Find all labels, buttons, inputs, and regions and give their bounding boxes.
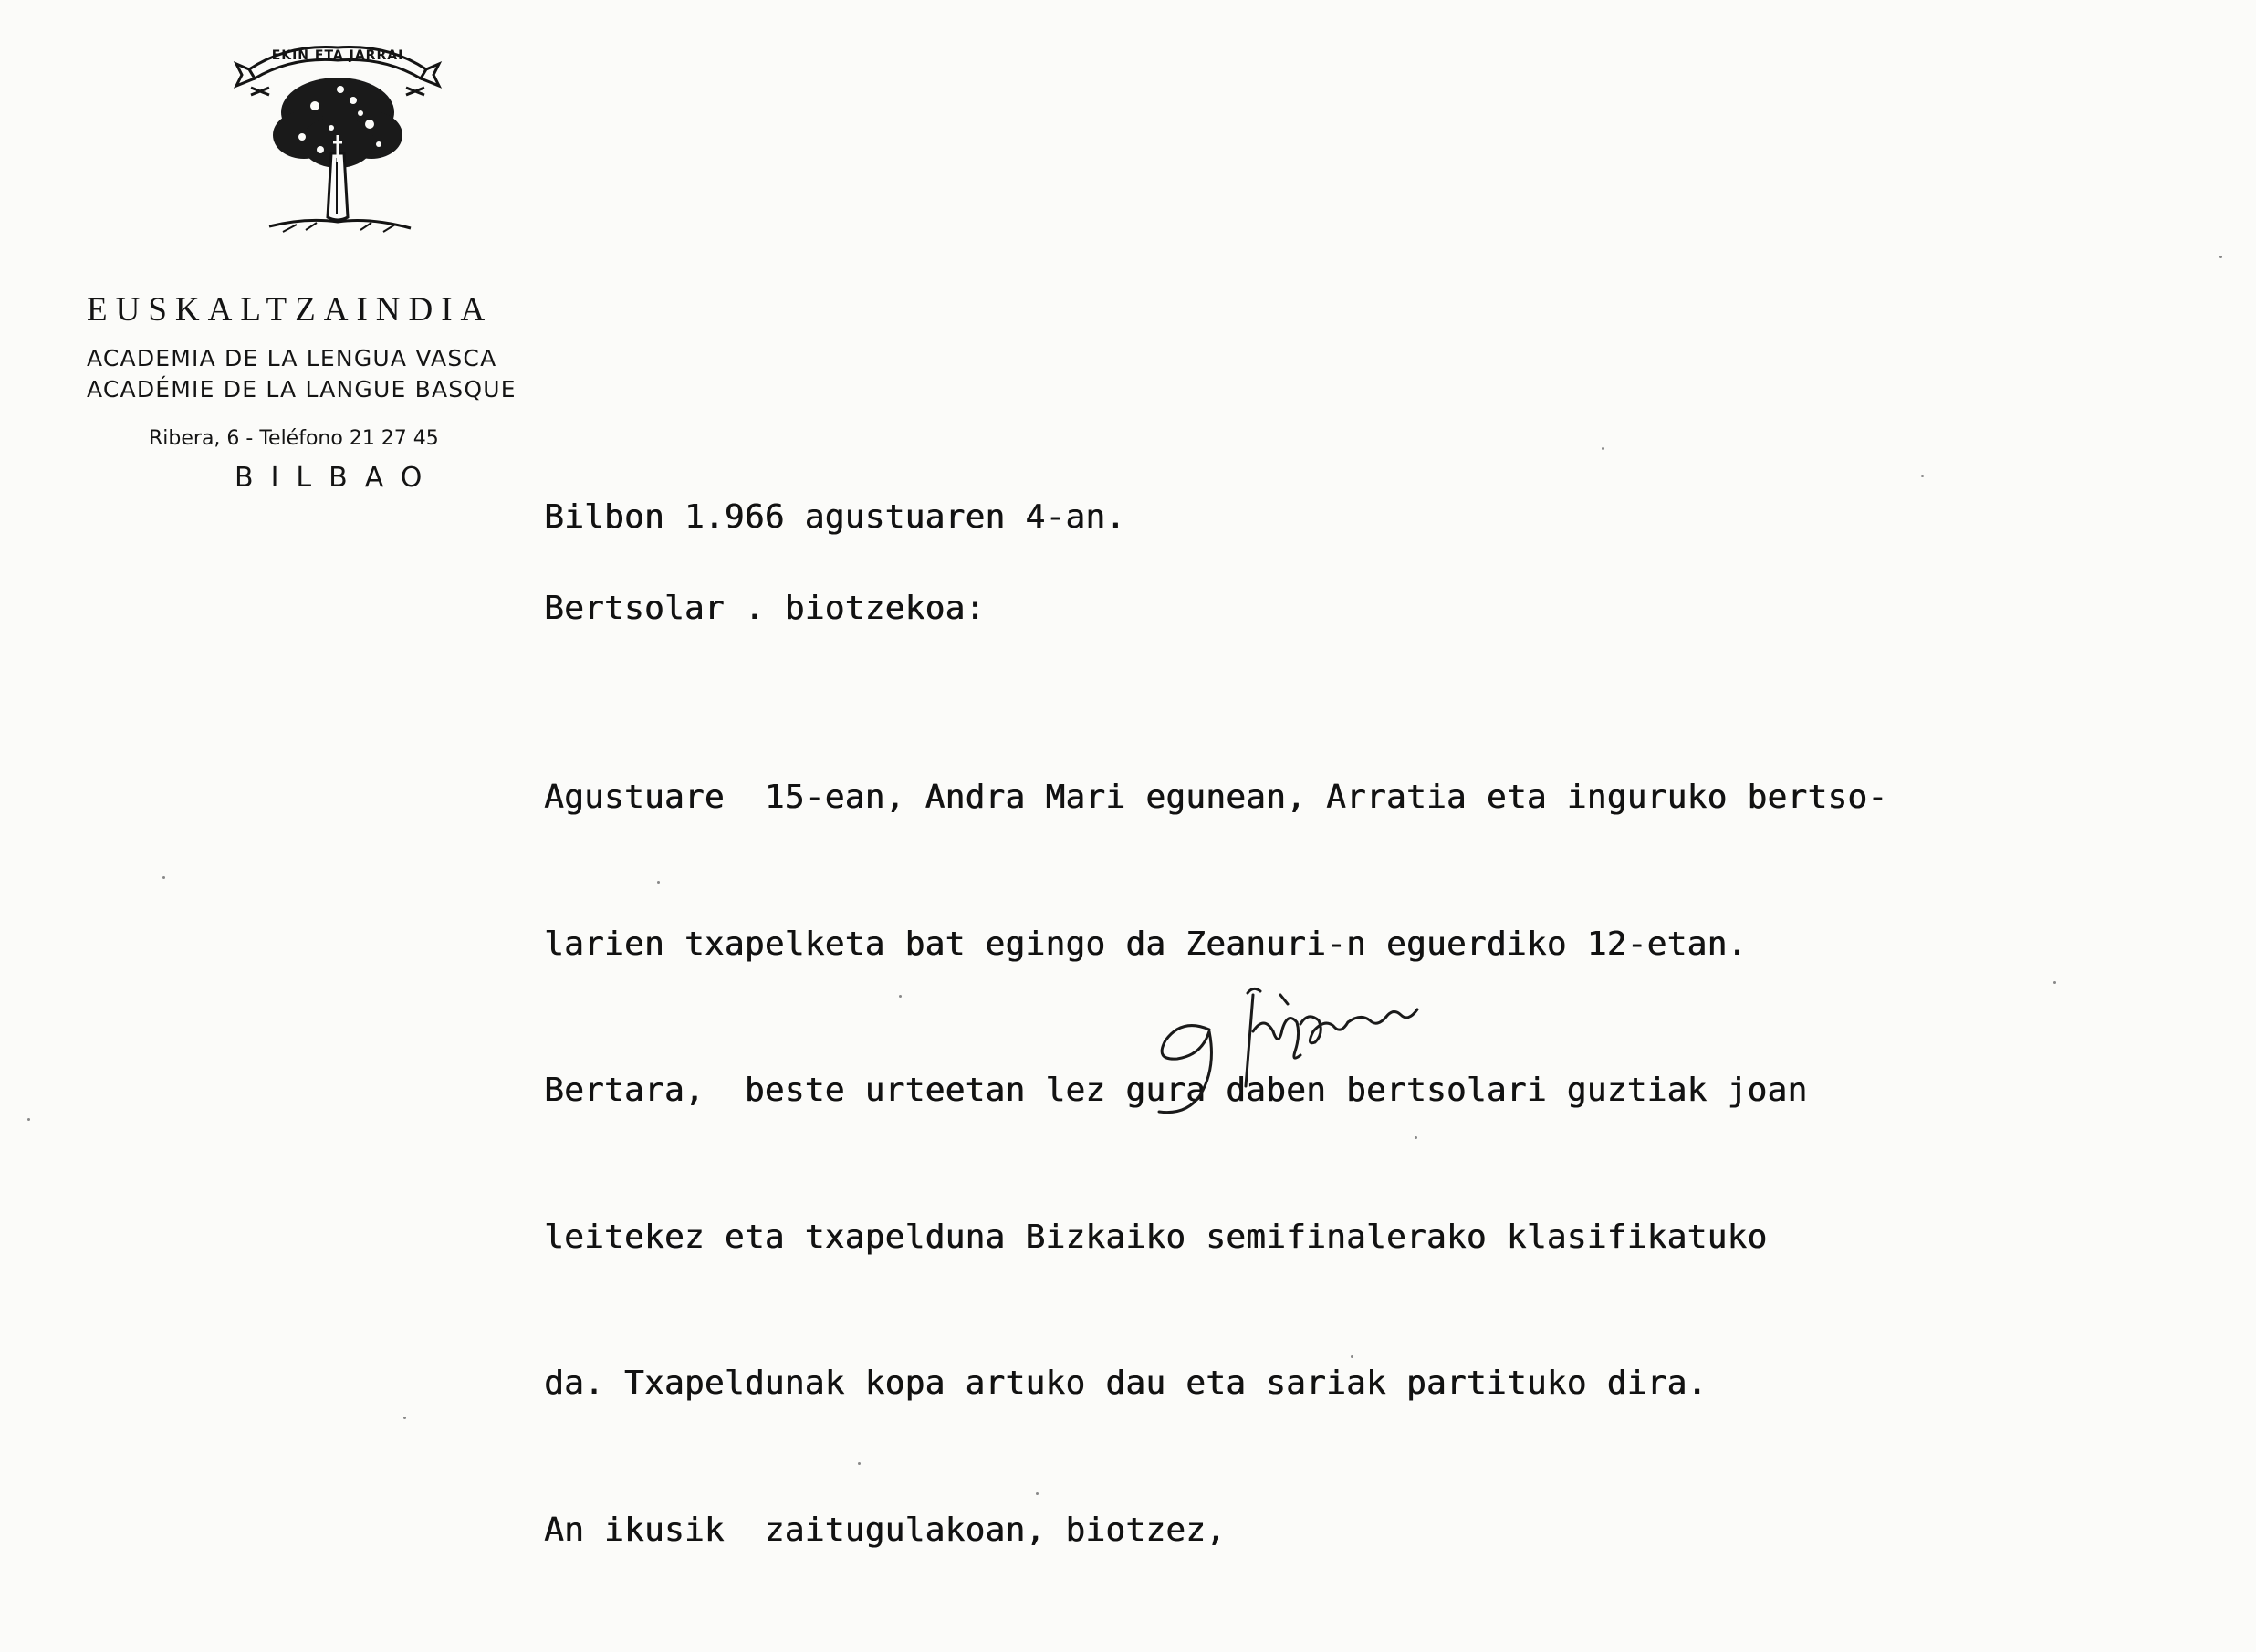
body-line: leitekez eta txapelduna Bizkaiko semifinalerako klasifikatuko xyxy=(544,1218,1768,1256)
letter-salutation: Bertsolar . biotzekoa: xyxy=(544,590,986,627)
scan-speck xyxy=(403,1417,406,1419)
scan-speck xyxy=(1415,1136,1417,1139)
scan-speck xyxy=(1921,475,1924,477)
scan-speck xyxy=(1036,1492,1039,1495)
body-line: da. Txapeldunak kopa artuko dau eta sariak partituko dira. xyxy=(544,1364,1708,1402)
scan-speck xyxy=(1351,1355,1353,1358)
scan-speck xyxy=(2053,981,2056,984)
handwritten-signature-icon xyxy=(1145,967,1510,1123)
body-line: Agustuare 15-ean, Andra Mari egunean, Arratia eta inguruko bertso- xyxy=(544,779,1888,816)
logo-motto: EKIN ETA JARRAI xyxy=(271,48,404,63)
letter-date: Bilbon 1.966 agustuaren 4-an. xyxy=(544,498,1126,536)
scan-speck xyxy=(27,1118,30,1121)
scan-speck xyxy=(657,881,660,884)
letter-body xyxy=(544,675,1887,1652)
body-line: Bertara, beste urteetan lez gura daben bertsolari guztiak joan xyxy=(544,1072,1808,1109)
scan-speck xyxy=(1602,447,1604,450)
organization-name: EUSKALTZAINDIA xyxy=(87,291,494,329)
organization-address: Ribera, 6 - Teléfono 21 27 45 xyxy=(149,427,439,450)
scan-speck xyxy=(162,876,165,879)
organization-subtitle-spanish: ACADEMIA DE LA LENGUA VASCA xyxy=(87,345,497,371)
organization-subtitle-french: ACADÉMIE DE LA LANGUE BASQUE xyxy=(87,376,517,403)
organization-city: BILBAO xyxy=(235,462,440,494)
tree-logo-icon xyxy=(233,35,443,245)
scan-speck xyxy=(2219,256,2222,258)
body-line: An ikusik zaitugulakoan, biotzez, xyxy=(544,1511,1227,1549)
body-line: larien txapelketa bat egingo da Zeanuri-n eguerdiko 12-etan. xyxy=(544,925,1748,963)
scan-speck xyxy=(858,1462,861,1465)
scan-speck xyxy=(899,995,902,998)
